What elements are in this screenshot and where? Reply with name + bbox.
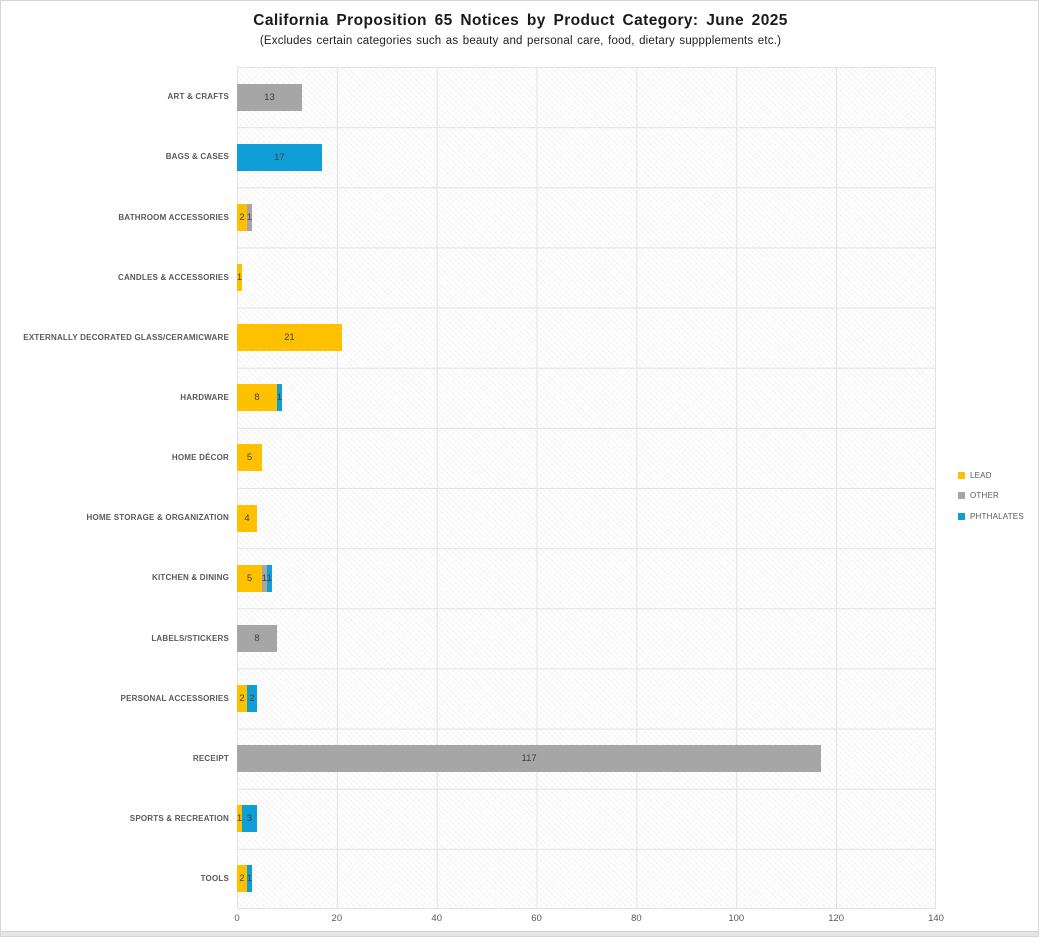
legend-label: LEAD (970, 470, 992, 480)
bar-row (237, 247, 935, 307)
category-label: RECEIPT (192, 753, 229, 763)
legend-item-phthalates (958, 506, 1036, 527)
data-label: 5 (246, 452, 253, 464)
x-tick-label: 40 (431, 913, 442, 924)
category-axis (1, 67, 229, 909)
bar-segment-lead (237, 324, 342, 351)
x-tick-label: 100 (728, 913, 745, 924)
data-label: 1 (276, 392, 283, 404)
x-tick-label: 120 (828, 913, 845, 924)
legend (958, 465, 1036, 527)
data-label: 2 (249, 692, 255, 704)
category-label: TOOLS (200, 874, 229, 884)
data-label: 1 (261, 572, 268, 584)
bar-row (237, 488, 935, 548)
data-label: 21 (284, 332, 295, 344)
x-tick-label: 140 (928, 913, 944, 924)
legend-swatch-icon (958, 472, 965, 479)
bar-segment-lead (237, 565, 262, 592)
bar-segment-phthalates (247, 865, 252, 892)
data-label: 1 (236, 271, 243, 283)
data-label: 1 (246, 211, 253, 223)
bar-row (237, 428, 935, 488)
bar-row (237, 308, 935, 368)
legend-swatch-icon (958, 513, 965, 520)
bar-segment-phthalates (242, 805, 257, 832)
x-tick-label: 60 (531, 913, 542, 924)
bar-row (237, 548, 935, 608)
bar-segment-phthalates (237, 144, 322, 171)
bar-row (237, 368, 935, 428)
bar-row (237, 668, 935, 728)
legend-label: OTHER (970, 491, 999, 501)
bar-segment-lead (237, 444, 262, 471)
data-label: 3 (246, 813, 253, 825)
bar-row (237, 127, 935, 187)
bar-segment-lead (237, 865, 247, 892)
bar-row (237, 789, 935, 849)
window-edge (1, 931, 1038, 936)
legend-item-lead (958, 465, 1036, 486)
data-label: 5 (246, 572, 253, 584)
bar-row (237, 67, 935, 127)
value-axis (234, 913, 944, 927)
category-label: ART & CRAFTS (167, 92, 229, 102)
chart-subtitle: (Excludes certain categories such as beauty and personal care, food, dietary suppplements etc.) (259, 35, 782, 47)
legend-item-other (958, 486, 1036, 507)
data-label: 4 (244, 512, 250, 524)
bar-row (237, 849, 935, 909)
category-label: HOME STORAGE & ORGANIZATION (86, 513, 229, 523)
x-tick-label: 0 (234, 913, 240, 924)
data-label: 1 (236, 813, 243, 825)
data-label: 1 (266, 572, 273, 584)
bar-segment-phthalates (247, 685, 257, 712)
bar-segment-lead (237, 204, 247, 231)
category-label: EXTERNALLY DECORATED GLASS/CERAMICWARE (23, 332, 229, 342)
category-label: KITCHEN & DINING (152, 573, 229, 583)
category-label: BAGS & CASES (165, 152, 229, 162)
category-label: HARDWARE (180, 392, 229, 402)
legend-label: PHTHALATES (970, 511, 1024, 521)
bar-segment-lead (237, 505, 257, 532)
legend-swatch-icon (958, 492, 965, 499)
data-label: 117 (521, 753, 537, 765)
bar-segment-phthalates (277, 384, 282, 411)
bar-segment-lead (237, 264, 242, 291)
category-label: HOME DÉCOR (171, 453, 229, 463)
chart-title: California Proposition 65 Notices by Product Category: June 2025 (253, 12, 788, 29)
bar-segment-other (237, 84, 302, 111)
category-label: CANDLES & ACCESSORIES (117, 272, 229, 282)
bar-segment-lead (237, 685, 247, 712)
data-label: 8 (254, 392, 260, 404)
category-label: LABELS/STICKERS (151, 633, 229, 643)
bar-segment-lead (237, 384, 277, 411)
data-label: 2 (239, 211, 245, 223)
data-label: 2 (239, 692, 245, 704)
data-label: 2 (239, 873, 245, 885)
bar-segment-other (237, 625, 277, 652)
x-tick-label: 20 (331, 913, 343, 924)
bar-segment-phthalates (267, 565, 272, 592)
data-label: 17 (274, 151, 285, 163)
bar-row (237, 729, 935, 789)
category-label: BATHROOM ACCESSORIES (118, 212, 229, 222)
plot-area (237, 67, 936, 909)
bar-segment-other (237, 745, 821, 772)
bar-row (237, 608, 935, 668)
bar-segment-other (247, 204, 252, 231)
category-label: SPORTS & RECREATION (129, 813, 229, 823)
data-label: 8 (254, 632, 260, 644)
data-label: 1 (246, 873, 253, 885)
data-label: 13 (264, 91, 275, 103)
category-label: PERSONAL ACCESSORIES (120, 693, 229, 703)
bar-row (237, 187, 935, 247)
x-tick-label: 80 (631, 913, 642, 924)
